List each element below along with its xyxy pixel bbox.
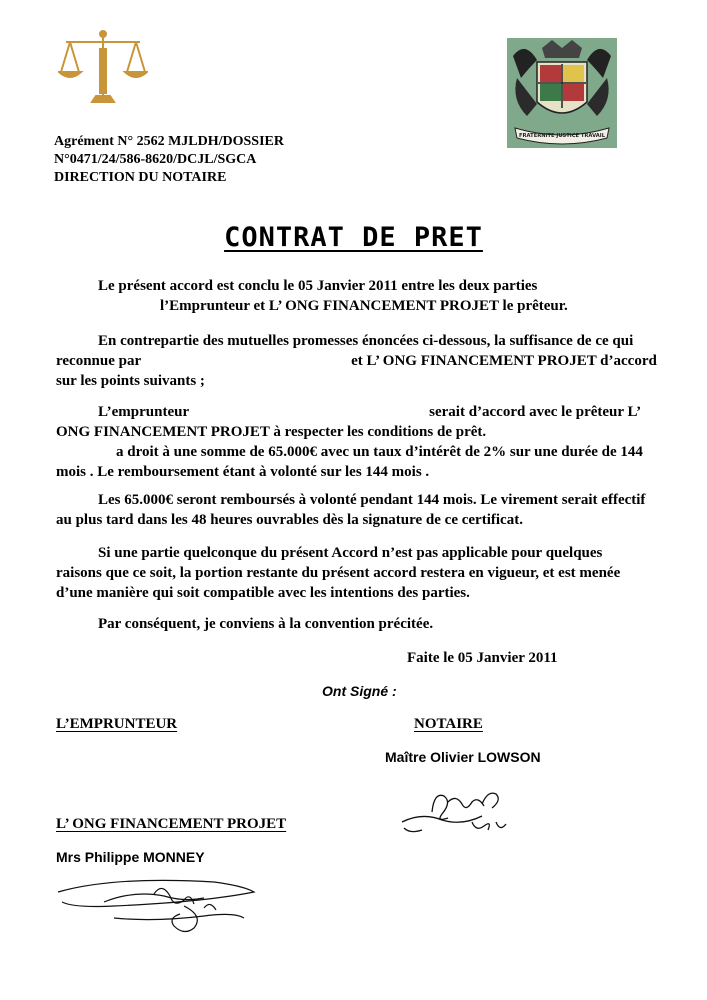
signed-label: Ont Signé : (322, 683, 397, 699)
place-date: Faite le 05 Janvier 2011 (407, 650, 558, 666)
p4-line-2: au plus tard dans les 48 heures ouvrables dès la signature de ce certificat. (56, 512, 523, 528)
p3-line-1b: serait d’accord avec le prêteur L’ (429, 404, 642, 420)
p3-line-3: a droit à une somme de 65.000€ avec un taux d’intérêt de 2% sur une durée de 144 (116, 444, 643, 460)
paragraph-consideration (56, 331, 662, 391)
p3-line-1a: L’emprunteur (98, 404, 190, 420)
scales-of-justice-logo (58, 28, 148, 108)
p2-line-2b: et L’ ONG FINANCEMENT PROJET d’accord (351, 353, 657, 369)
p6-line: Par conséquent, je conviens à la convention précitée. (98, 616, 434, 632)
p1-line-1: Le présent accord est conclu le 05 Janvier 2011 entre les deux parties (98, 278, 538, 294)
header-line-1: Agrément N° 2562 MJLDH/DOSSIER (54, 134, 284, 149)
p3-line-4: mois . Le remboursement étant à volonté sur les 144 mois . (56, 464, 430, 480)
p2-line-3: sur les points suivants ; (56, 373, 205, 389)
header-line-3: DIRECTION DU NOTAIRE (54, 170, 227, 185)
header-line-2: N°0471/24/586-8620/DCJL/SGCA (54, 152, 257, 167)
paragraph-agreement (56, 276, 662, 316)
notary-name: Maître Olivier LOWSON (385, 749, 541, 765)
coat-of-arms-seal (507, 38, 617, 148)
p1-line-2: l’Emprunteur et L’ ONG FINANCEMENT PROJET le prêteur. (160, 298, 568, 314)
p5-line-2: raisons que ce soit, la portion restante du présent accord restera en vigueur, et est menée (56, 565, 621, 581)
paragraph-conclusion (56, 614, 662, 634)
paragraph-repayment (56, 490, 662, 530)
seal-motto: FRATERNITE JUSTICE TRAVAIL (519, 133, 605, 139)
lender-name: Mrs Philippe MONNEY (56, 849, 205, 865)
paragraph-borrower-terms (56, 402, 662, 482)
lender-heading: L’ ONG FINANCEMENT PROJET (56, 816, 287, 832)
p4-line-1: Les 65.000€ seront remboursés à volonté pendant 144 mois. Le virement serait effectif (98, 492, 646, 508)
lender-signature (54, 872, 264, 942)
p5-line-1: Si une partie quelconque du présent Accord n’est pas applicable pour quelques (98, 545, 603, 561)
p5-line-3: d’une manière qui soit compatible avec les intentions des parties. (56, 585, 470, 601)
p2-line-2a: reconnue par (56, 353, 142, 369)
notary-heading: NOTAIRE (414, 716, 483, 732)
p2-line-1: En contrepartie des mutuelles promesses énoncées ci-dessous, la suffisance de ce qui (98, 333, 634, 349)
borrower-heading: L’EMPRUNTEUR (56, 716, 178, 732)
notary-signature (392, 782, 522, 842)
p3-line-2: ONG FINANCEMENT PROJET à respecter les conditions de prêt. (56, 424, 487, 440)
paragraph-severability (56, 543, 662, 603)
document-title: CONTRAT DE PRET (224, 222, 483, 253)
registration-header (54, 133, 284, 187)
